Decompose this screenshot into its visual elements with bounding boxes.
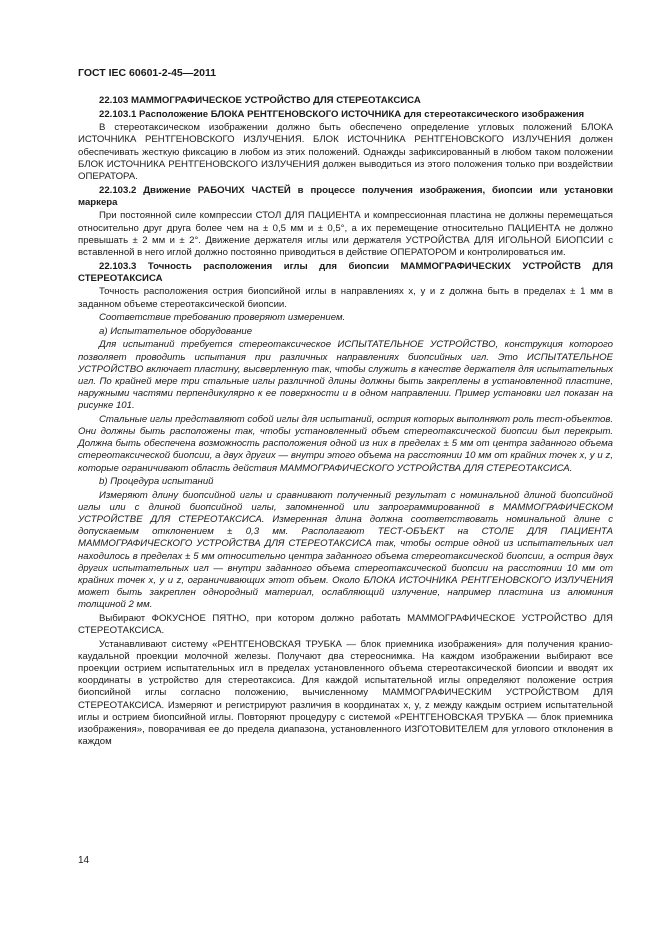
page-number: 14 xyxy=(78,855,90,866)
paragraph: Соответствие требованию проверяют измерением. xyxy=(99,312,346,324)
section-heading: 22.103.3 Точность расположения иглы для биопсии МАММОГРАФИЧЕСКИХ УСТРОЙСТВ ДЛЯ СТЕРЕОТАКСИСА xyxy=(78,260,613,284)
paragraph: Точность расположения острия биопсийной иглы в направлениях x, y и z должна быть в пределах ± 1 мм в заданном объеме стереотаксической биопсии. xyxy=(78,286,613,310)
document-body xyxy=(78,95,613,750)
standard-header: ГОСТ IEC 60601-2-45—2011 xyxy=(78,67,217,79)
paragraph: Для испытаний требуется стереотаксическое ИСПЫТАТЕЛЬНОЕ УСТРОЙСТВО, конструкция которого позволяет проводить испытания при различных направлениях биопсийных игл. Это ИСПЫТАТЕЛЬНОЕ УСТРОЙСТВО включает пластину, высверленную так, чтобы служить в качестве держателя для испытательных игл. По крайней мере три стальные иглы различной длины должны быть закреплены в установленной пластине, наружными частями перпендикулярно к ее поверхности и в одном направлении. Пример установки игл показан на рисунке 101. xyxy=(78,339,613,412)
paragraph: Выбирают ФОКУСНОЕ ПЯТНО, при котором должно работать МАММОГРАФИЧЕСКОЕ УСТРОЙСТВО ДЛЯ СТЕРЕОТАКСИСА. xyxy=(78,612,613,637)
paragraph: b) Процедура испытаний xyxy=(99,476,214,488)
paragraph: Устанавливают систему «РЕНТГЕНОВСКАЯ ТРУБКА — блок приемника изображения» для получения кранио-каудальной проекции молочной железы. Получают два стереоснимка. На каждом изображении выбирают все проекции острием испытательных игл в пределах установленного объема стереотаксической биопсии и вводят их координаты в устройство для стереотаксиса. Для каждой испытательной иглы определяют положение острия биопсийной иглы согласно положению, вычисленному МАММОГРАФИЧЕСКИМ УСТРОЙСТВОМ ДЛЯ СТЕРЕОТАКСИСА. Измеряют и регистрируют различия в координатах x, y, z между каждым острием испытательной иглы и острием биопсийной иглы. Повторяют процедуру с системой «РЕНТГЕНОВСКАЯ ТРУБКА — блок приемника изображения», поворачивая ее до предела диапазона, установленного ИЗГОТОВИТЕЛЕМ для углового отклонения в каждом xyxy=(78,638,613,747)
paragraph: Стальные иглы представляют собой иглы для испытаний, острия которых выполняют роль тест-объектов. Они должны быть расположены так, чтобы установленный объем стереотаксической биопсии был перекрыт. Должна быть обеспечена возможность расположения одной из них в пределах ± 5 мм от центра заданного объема стереотаксической биопсии, а двух других — внутри этого объема на расстоянии 10 мм от крайних точек x, y и z, которые ограничивают область действия МАММОГРАФИЧЕСКОГО УСТРОЙСТВА ДЛЯ СТЕРЕОТАКСИСА. xyxy=(78,413,613,474)
paragraph: При постоянной силе компрессии СТОЛ ДЛЯ ПАЦИЕНТА и компрессионная пластина не должны перемещаться относительно друг друга более чем на ± 0,5 мм и ± 0,5°, а их перемещение относительно ПАЦИЕНТА не должно превышать ± 2 мм и ± 2°. Движение держателя иглы или держателя УСТРОЙСТВА ДЛЯ ИГОЛЬНОЙ БИОПСИИ с вставленной в него иглой должно постоянно приводиться в действие ОПЕРАТОРОМ и контролироваться им. xyxy=(78,210,613,258)
section-heading: 22.103.1 Расположение БЛОКА РЕНТГЕНОВСКОГО ИСТОЧНИКА для стереотаксического изображения xyxy=(99,108,585,120)
section-heading: 22.103 МАММОГРАФИЧЕСКОЕ УСТРОЙСТВО ДЛЯ СТЕРЕОТАКСИСА xyxy=(99,95,421,106)
paragraph: Измеряют длину биопсийной иглы и сравнивают полученный результат с номинальной длиной биопсийной иглы или с длиной биопсийной иглы, запомненной или запрограммированной в МАММОГРАФИЧЕСКОМ УСТРОЙСТВЕ ДЛЯ СТЕРЕОТАКСИСА. Измеренная длина должна соответствовать номинальной длине с допускаемым отклонением ± 0,3 мм. Располагают ТЕСТ-ОБЪЕКТ на СТОЛЕ ДЛЯ ПАЦИЕНТА МАММОГРАФИЧЕСКОГО УСТРОЙСТВА ДЛЯ СТЕРЕОТАКСИСА так, чтобы острие одной из испытательных игл находилось в пределах ± 5 мм относительно центра заданного объема стереотаксической биопсии, а острия двух других испытательных игл — внутри заданного объема стереотаксической биопсии на расстоянии 10 мм от крайних точек x, y и z, ограничивающих этот объем. Около БЛОКА ИСТОЧНИКА РЕНТГЕНОВСКОГО ИЗЛУЧЕНИЯ может быть закреплен однородный материал, ослабляющий излучение, например пластина из алюминия толщиной 2 мм. xyxy=(78,489,613,611)
paragraph: а) Испытательное оборудование xyxy=(99,325,253,337)
section-heading: 22.103.2 Движение РАБОЧИХ ЧАСТЕЙ в процессе получения изображения, биопсии или установки маркера xyxy=(78,184,613,208)
paragraph: В стереотаксическом изображении должно быть обеспечено определение угловых положений БЛОКА ИСТОЧНИКА РЕНТГЕНОВСКОГО ИЗЛУЧЕНИЯ. БЛОК ИСТОЧНИКА РЕНТГЕНОВСКОГО ИЗЛУЧЕНИЯ должен обеспечивать жесткую фиксацию в любом из этих положений. Однажды зафиксированный в любом таком положении БЛОК ИСТОЧНИКА РЕНТГЕНОВСКОГО ИЗЛУЧЕНИЯ должен выводиться из этого положения только при воздействии ОПЕРАТОРА. xyxy=(78,122,613,182)
